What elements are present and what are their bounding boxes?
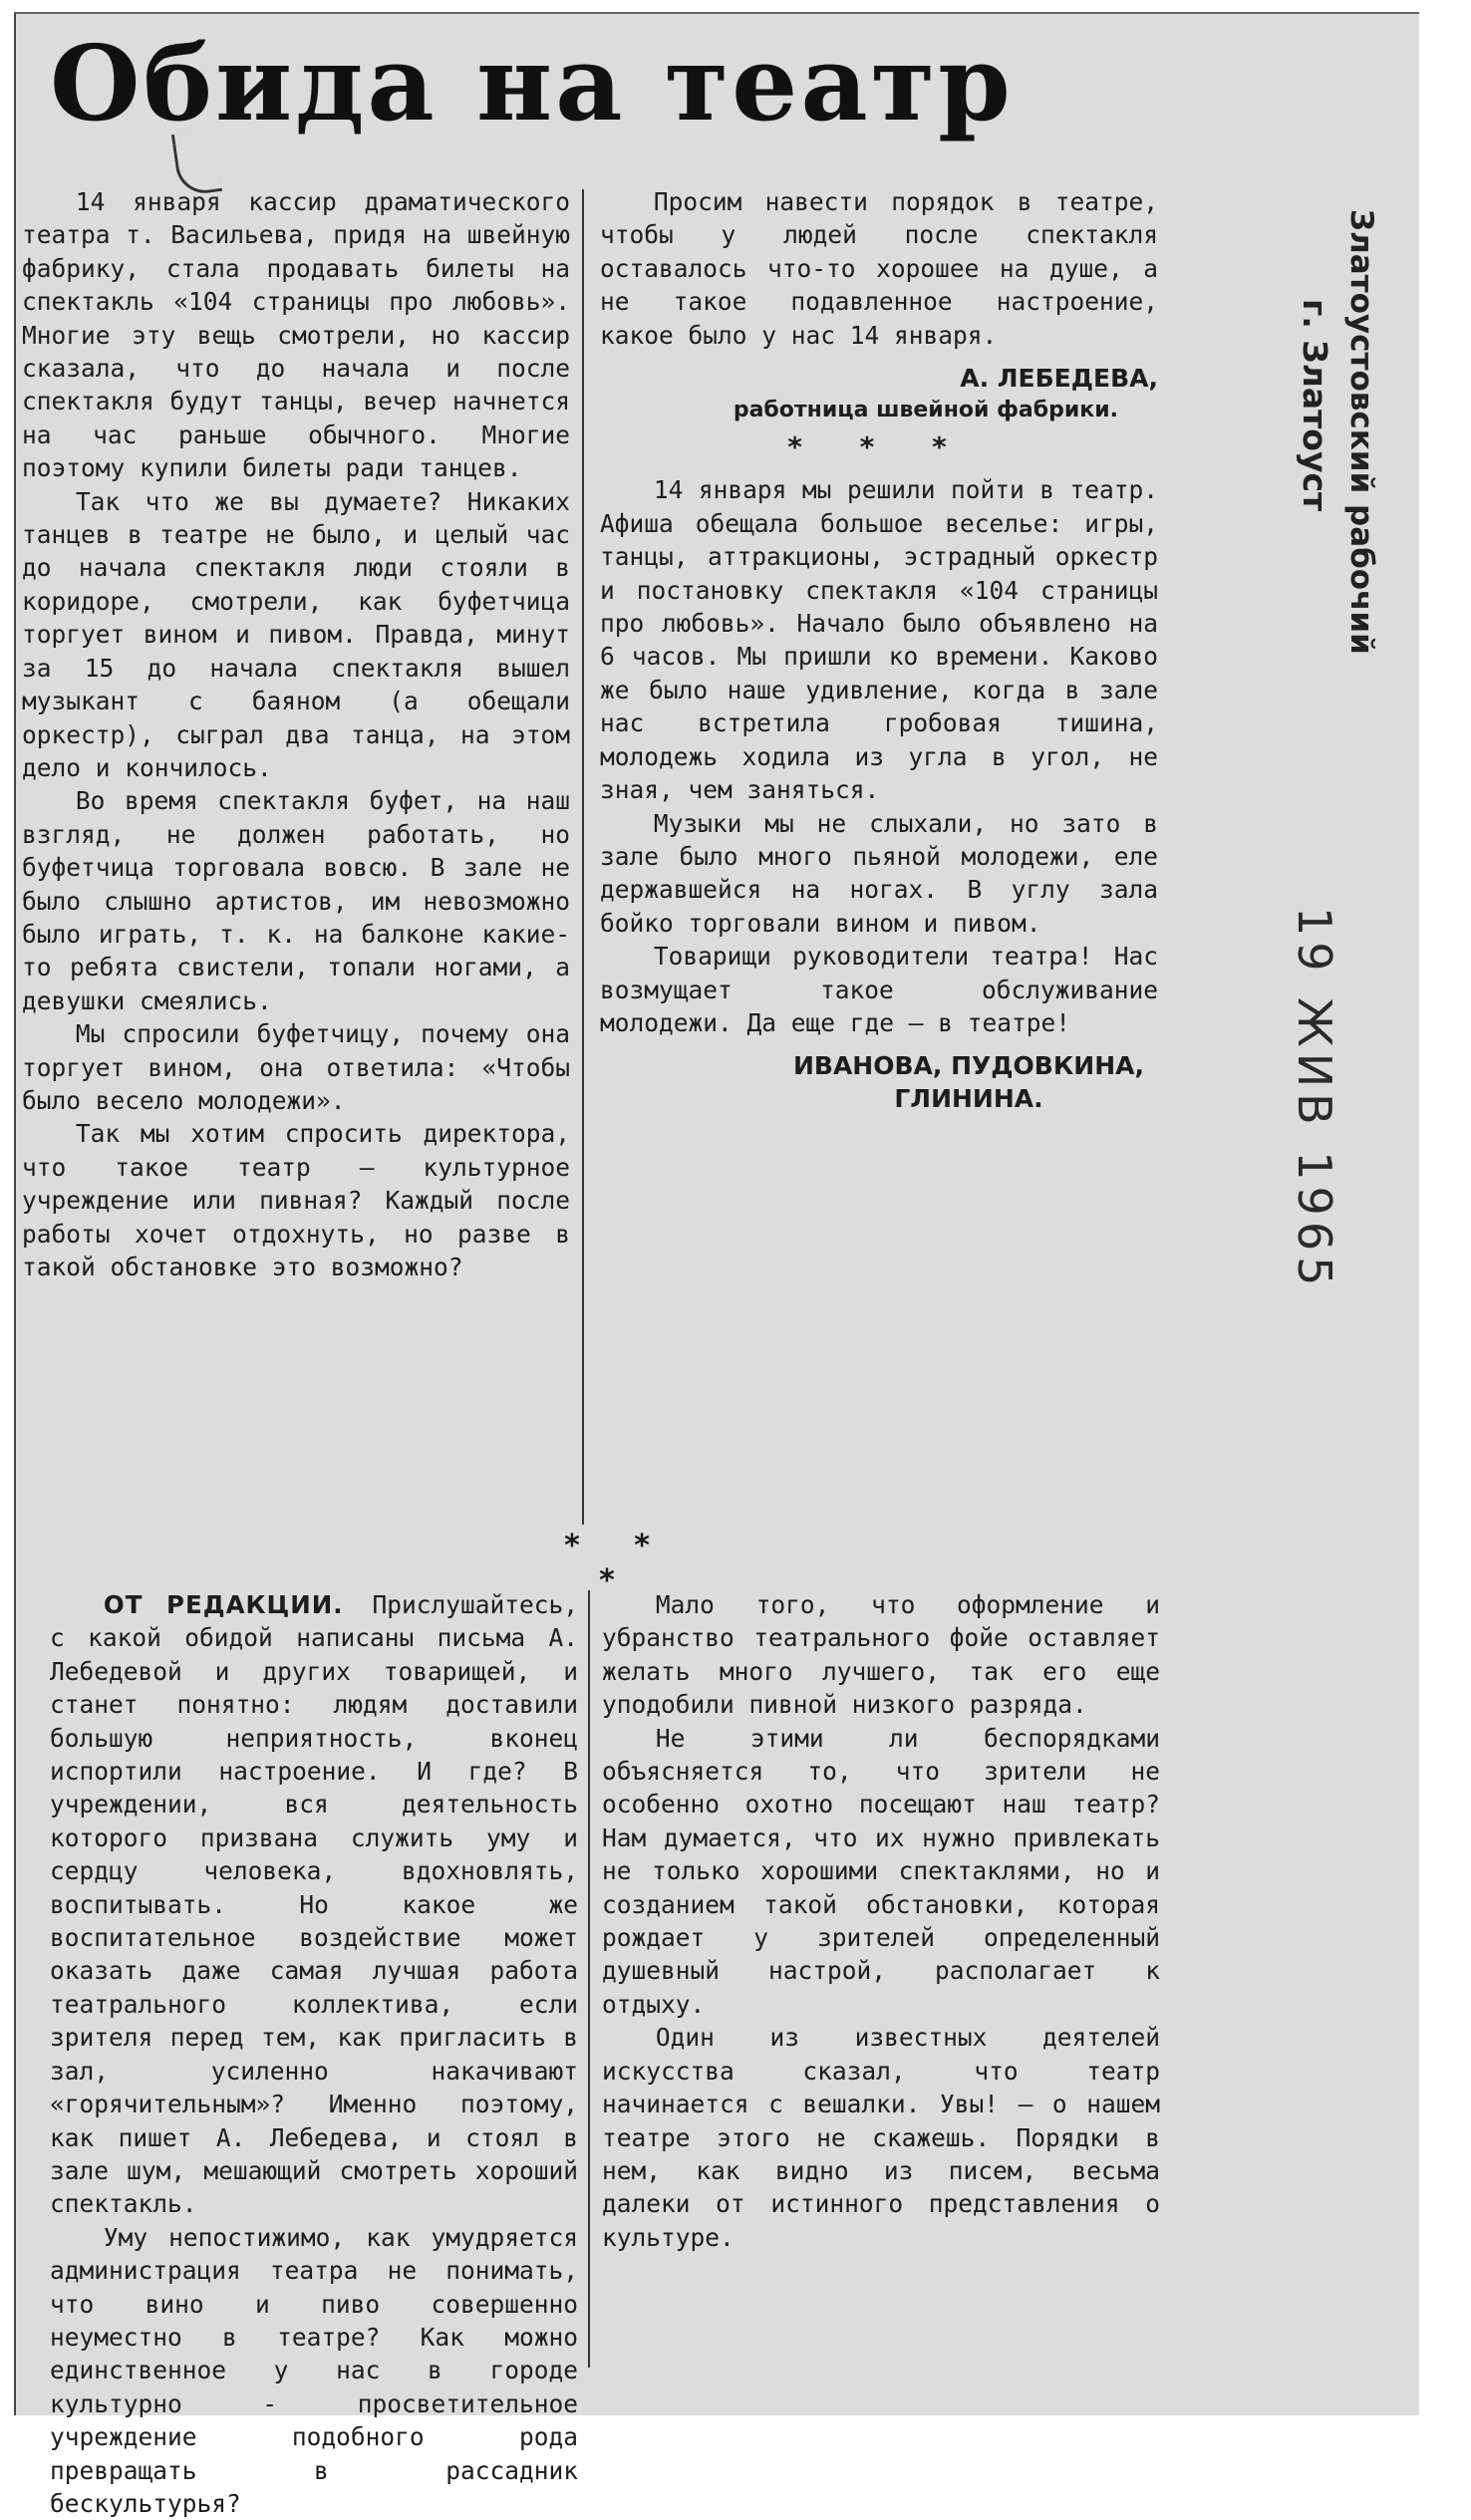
letter1-paragraph: Так что же вы думаете? Никаких танцев в театре не было, и целый час до начала спектакля люди стояли в коридоре, смотрели, как буфетчица торгует вином и пивом. Правда, минут за 15 до начала спектакля вышел музыкант с баяном (а обещали оркестр), сыграл два танца, на этом дело и кончилось. <box>22 486 570 782</box>
letter2-paragraph: 14 января мы решили пойти в театр. Афиша обещала большое веселье: игры, танцы, аттракционы, эстрадный оркестр и постановку спектакля «104 страницы про любовь». Начало было объявлено на 6 часов. Мы пришли ко времени. Каково же было наше удивление, когда в зале нас встретила гробовая тишина, молодежь ходила из угла в угол, не зная, чем заняться. <box>600 475 1158 805</box>
editorial-paragraph: Мало того, что оформление и убранство театрального фойе оставляет желать много лучшего, так его еще уподобили пивной низкого разряда. <box>602 1590 1160 1720</box>
column-divider <box>582 189 584 1525</box>
separator-stars-main: * * * <box>564 1529 672 1598</box>
letter2-paragraph: Музыки мы не слыхали, но зато в зале было много пьяной молодежи, еле державшейся на ногах. В углу зала бойко торговали вином и пивом. <box>600 808 1158 938</box>
newspaper-name-note: Златоустовский рабочий <box>1343 209 1379 655</box>
editorial-paragraph <box>50 1588 578 2221</box>
editorial-lead: ОТ РЕДАКЦИИ. <box>103 1590 344 1619</box>
letter2-paragraph: Товарищи руководители театра! Нас возмущает такое обслуживание молодежи. Да еще где — в театре! <box>600 942 1158 1037</box>
letter1-paragraph: 14 января кассир драматического театра т. Васильева, придя на швейную фабрику, стала продавать билеты на спектакль «104 страницы про любовь». Многие эту вещь смотрели, но кассир сказала, что до начала и после спектакля будут танцы, вечер начнется на час раньше обычного. Многие поэтому купили билеты ради танцев. <box>22 187 570 483</box>
editorial-paragraph: Один из известных деятелей искусства сказал, что театр начинается с вешалки. Увы! — о нашем театре этого не скажешь. Порядки в нем, как видно из писем, весьма далеки от истинного представления о культуре. <box>602 2023 1160 2252</box>
letter1-paragraph: Во время спектакля буфет, на наш взгляд, не должен работать, но буфетчица торговала вовсю. В зале не было слышно артистов, им невозможно было играть, т. к. на балконе какие-то ребята свистели, топали ногами, а девушки смеялись. <box>22 786 570 1015</box>
separator-stars: * * * <box>787 430 971 464</box>
city-note: г. Златоуст <box>1296 299 1334 512</box>
letter1-paragraph: Так мы хотим спросить директора, что такое театр — культурное учреждение или пивная? Каждый после работы хочет отдохнуть, но разве в такой обстановке это возможно? <box>22 1119 570 1281</box>
letter1-paragraph: Мы спросили буфетчицу, почему она торгует вином, она ответила: «Чтобы было весело молодежи». <box>22 1019 570 1115</box>
letter1-column-left <box>22 185 570 1531</box>
letter2-signature: ИВАНОВА, ПУДОВКИНА, ГЛИНИНА. <box>792 1051 1144 1114</box>
letter1-signature: А. ЛЕБЕДЕВА, <box>960 364 1158 394</box>
letter1-paragraph: Просим навести порядок в театре, чтобы у людей после спектакля оставалось что-то хорошее на душе, а не такое подавленное настроение, какое было у нас 14 января. <box>600 187 1158 350</box>
date-stamp: 19 ЖИВ 1965 <box>1288 907 1341 1292</box>
letter2-column-right <box>600 185 1158 1531</box>
editorial-paragraph: Уму непостижимо, как умудряется администрация театра не понимать, что вино и пиво совершенно неуместно в театре? Как можно единственное у нас в городе культурно - просветительное учреждение подобного рода превращать в рассадник бескультурья? <box>50 2222 578 2518</box>
column-divider <box>588 1590 590 2368</box>
editorial-column-right <box>602 1588 1160 2376</box>
article-headline: Обида на театр <box>50 22 1014 144</box>
editorial-paragraph: Не этими ли беспорядками объясняется то, что зрители не особенно охотно посещают наш театр? Нам думается, что их нужно привлекать не только хорошими спектаклями, но и созданием такой обстановки, которая рождает у зрителей определенный душевный настрой, располагает к отдыху. <box>602 1723 1160 2019</box>
letter1-signature-role: работница швейной фабрики. <box>733 398 1118 423</box>
editorial-column-left <box>50 1588 578 2518</box>
editorial-paragraph-text: Прислушайтесь, с какой обидой написаны письма А. Лебедевой и других товарищей, и станет понятно: людям доставили большую неприятность, вконец испортили настроение. И где? В учреждении, вся деятельность которого призвана служить уму и сердцу человека, вдохновлять, воспитывать. Но какое же воспитательное воздействие может оказать даже самая лучшая работа театрального коллектива, если зрителя перед тем, как пригласить в зал, усиленно накачивают «горячительным»? Именно поэтому, как пишет А. Лебедева, и стоял в зале шум, мешающий смотреть хороший спектакль. <box>50 1590 578 2219</box>
